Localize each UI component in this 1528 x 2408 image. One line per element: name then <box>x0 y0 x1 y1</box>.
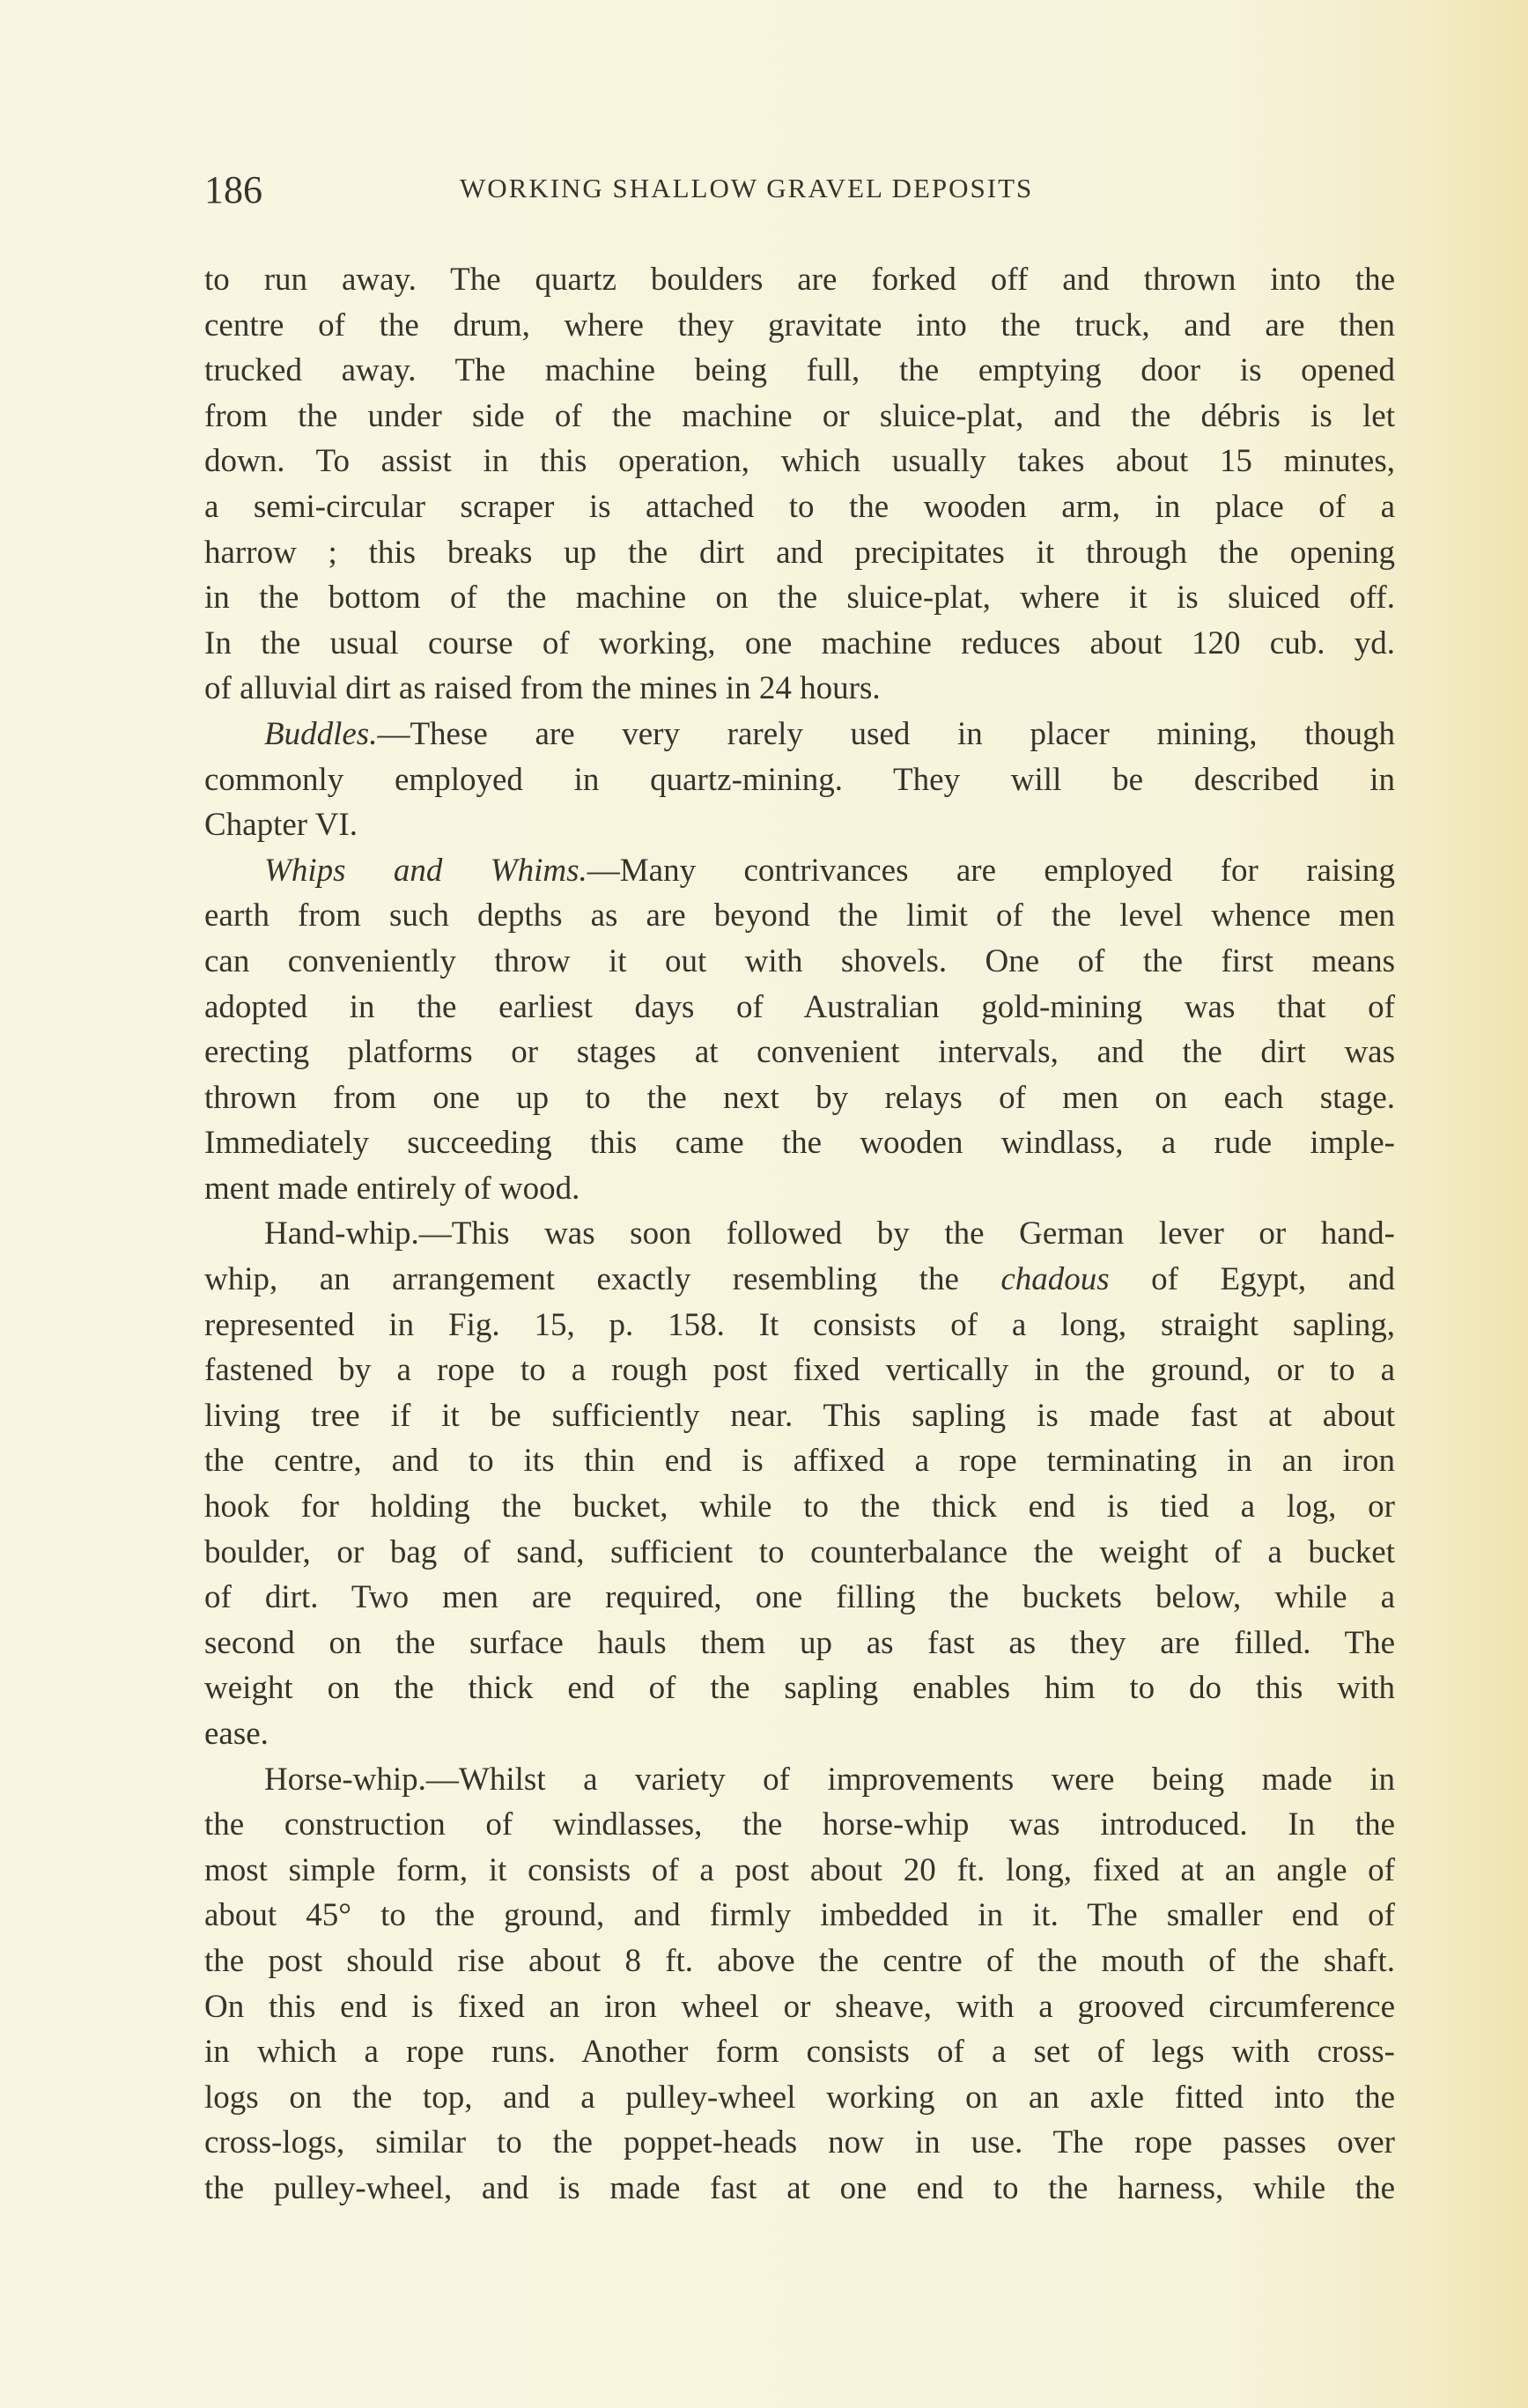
line-text: boulder, or bag of sand, sufficient to counterbalance the weight of a bucket <box>204 1533 1395 1570</box>
line-text: erecting platforms or stages at convenient intervals, and the dirt was <box>204 1034 1395 1071</box>
text-line <box>204 530 1395 576</box>
text-line <box>204 484 1395 530</box>
text-line <box>204 893 1395 939</box>
line-text: can conveniently throw it out with shovels. One of the first means <box>204 942 1395 979</box>
line-text: fastened by a rope to a rough post fixed vertically in the ground, or to a <box>204 1352 1395 1389</box>
italic-text: Buddles. <box>264 715 378 752</box>
line-text: the pulley-wheel, and is made fast at one end to the harness, while the <box>204 2169 1395 2206</box>
text-line <box>204 1939 1395 1984</box>
text-line <box>204 1211 1395 1257</box>
text-line <box>204 1711 1395 1757</box>
line-text: Horse-whip.—Whilst a variety of improvements were being made in <box>264 1761 1395 1798</box>
line-text: in the bottom of the machine on the sluice-plat, where it is sluiced off. <box>204 580 1395 617</box>
line-text: whip, an arrangement exactly resembling the <box>204 1261 1001 1298</box>
text-line <box>204 439 1395 484</box>
text-line <box>204 1802 1395 1848</box>
line-text: trucked away. The machine being full, the emptying door is opened <box>204 352 1395 389</box>
body-text <box>204 257 1395 2212</box>
text-line <box>204 1530 1395 1576</box>
text-line <box>204 1848 1395 1894</box>
line-text: earth from such depths as are beyond the limit of the level whence men <box>204 897 1395 934</box>
text-line <box>204 2029 1395 2075</box>
line-text: Immediately succeeding this came the wooden windlass, a rude imple- <box>204 1125 1395 1162</box>
text-line <box>204 802 1395 848</box>
text-line <box>204 712 1395 757</box>
text-line <box>204 1348 1395 1393</box>
line-text: In the usual course of working, one machine reduces about 120 cub. yd. <box>204 624 1395 661</box>
line-text: living tree if it be sufficiently near. This sapling is made fast at about <box>204 1397 1395 1434</box>
text-line <box>204 1166 1395 1212</box>
line-text: cross-logs, similar to the poppet-heads now in use. The rope passes over <box>204 2124 1395 2161</box>
line-text: represented in Fig. 15, p. 158. It consists of a long, straight sapling, <box>204 1306 1395 1343</box>
line-text: the centre, and to its thin end is affixed a rope terminating in an iron <box>204 1443 1395 1480</box>
line-text: hook for holding the bucket, while to the thick end is tied a log, or <box>204 1488 1395 1525</box>
line-text: centre of the drum, where they gravitate into the truck, and are then <box>204 307 1395 343</box>
line-text: a semi-circular scraper is attached to the wooden arm, in place of a <box>204 488 1395 525</box>
text-line <box>204 2166 1395 2212</box>
text-line <box>204 666 1395 712</box>
line-text: ease. <box>204 1716 269 1752</box>
line-text: weight on the thick end of the sapling enables him to do this with <box>204 1670 1395 1707</box>
text-line <box>204 985 1395 1030</box>
text-line <box>204 757 1395 803</box>
text-line <box>204 2120 1395 2166</box>
line-text: adopted in the earliest days of Australian gold-mining was that of <box>204 988 1395 1025</box>
text-line <box>204 1257 1395 1303</box>
text-line <box>204 1757 1395 1803</box>
line-text: harrow ; this breaks up the dirt and precipitates it through the opening <box>204 534 1395 571</box>
line-text: second on the surface hauls them up as fast as they are filled. The <box>204 1624 1395 1661</box>
line-text: of alluvial dirt as raised from the mines in 24 hours. <box>204 670 881 707</box>
line-text: thrown from one up to the next by relays of men on each stage. <box>204 1079 1395 1116</box>
text-line <box>204 939 1395 985</box>
line-text: Hand-whip.—This was soon followed by the German lever or hand- <box>264 1215 1395 1252</box>
text-line <box>204 848 1395 894</box>
line-text: about 45° to the ground, and firmly imbedded in it. The smaller end of <box>204 1897 1395 1934</box>
line-text: down. To assist in this operation, which usually takes about 15 minutes, <box>204 443 1395 480</box>
text-line <box>204 257 1395 303</box>
text-line <box>204 621 1395 667</box>
text-line <box>204 1393 1395 1439</box>
line-text: of dirt. Two men are required, one filling the buckets below, while a <box>204 1579 1395 1616</box>
text-line <box>204 1120 1395 1166</box>
text-line <box>204 1621 1395 1666</box>
line-text: commonly employed in quartz-mining. They will be described in <box>204 761 1395 798</box>
line-text: —These are very rarely used in placer mining, though <box>377 715 1395 752</box>
text-line <box>204 2075 1395 2121</box>
line-text: the construction of windlasses, the horse-whip was introduced. In the <box>204 1806 1395 1843</box>
line-text: the post should rise about 8 ft. above the centre of the mouth of the shaft. <box>204 1942 1395 1979</box>
line-text: Chapter VI. <box>204 807 358 844</box>
text-line <box>204 1303 1395 1348</box>
line-text: from the under side of the machine or sluice-plat, and the débris is let <box>204 397 1395 434</box>
text-line <box>204 394 1395 439</box>
line-text: On this end is fixed an iron wheel or sheave, with a grooved circumference <box>204 1988 1395 2025</box>
line-text: —Many contrivances are employed for raising <box>587 852 1395 889</box>
text-line <box>204 1438 1395 1484</box>
text-line <box>204 1666 1395 1711</box>
italic-text: chadous <box>1000 1261 1110 1298</box>
text-line <box>204 1893 1395 1939</box>
italic-text: Whips and Whims. <box>264 852 587 889</box>
page-number: 186 <box>204 168 262 211</box>
line-text: of Egypt, and <box>1109 1261 1396 1298</box>
text-line <box>204 1484 1395 1530</box>
line-text: ment made entirely of wood. <box>204 1170 580 1207</box>
running-title: WORKING SHALLOW GRAVEL DEPOSITS <box>460 173 1034 203</box>
text-line <box>204 1984 1395 2030</box>
text-line <box>204 348 1395 394</box>
line-text: to run away. The quartz boulders are forked off and thrown into the <box>204 262 1395 298</box>
text-line <box>204 575 1395 621</box>
text-line <box>204 1075 1395 1121</box>
line-text: logs on the top, and a pulley-wheel working on an axle fitted into the <box>204 2079 1395 2116</box>
text-line <box>204 1030 1395 1075</box>
line-text: most simple form, it consists of a post about 20 ft. long, fixed at an angle of <box>204 1851 1395 1888</box>
text-line <box>204 1575 1395 1621</box>
text-line <box>204 303 1395 349</box>
line-text: in which a rope runs. Another form consists of a set of legs with cross- <box>204 2034 1395 2071</box>
